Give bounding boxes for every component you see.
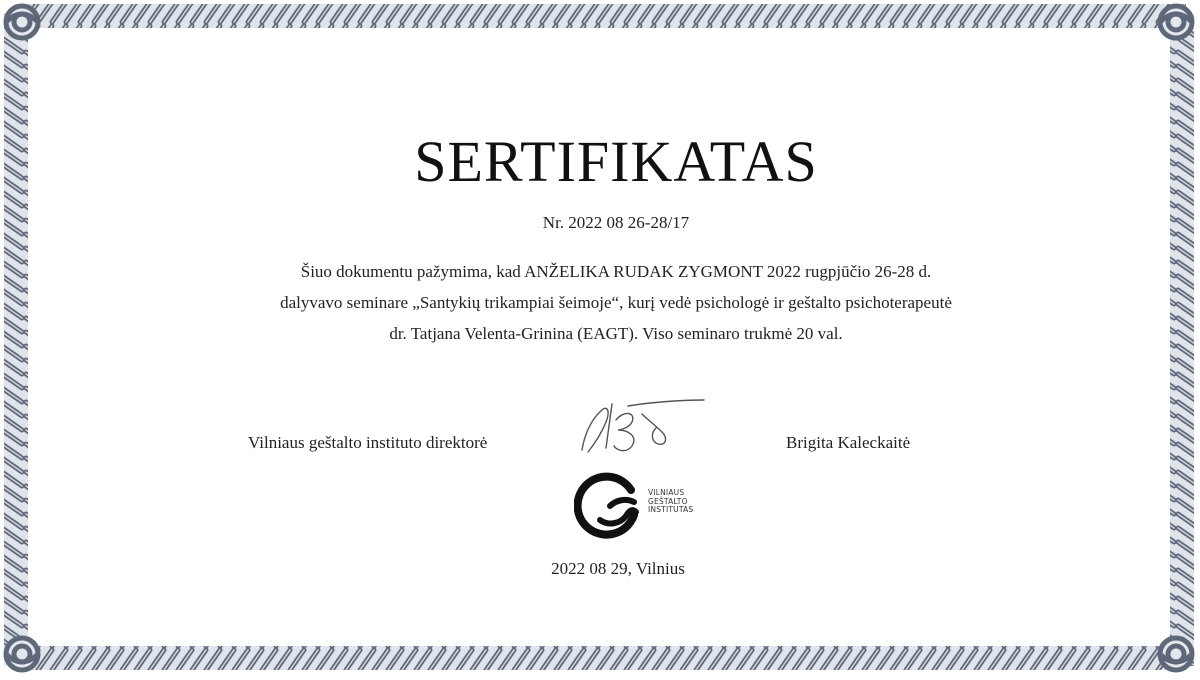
body-line: dr. Tatjana Velenta-Grinina (EAGT). Viso seminaro trukmė 20 val. bbox=[389, 324, 843, 343]
logo-line: GEŠTALTO bbox=[648, 496, 688, 506]
logo-wordmark bbox=[648, 489, 693, 515]
body-line: dalyvavo seminare „Santykių trikampiai šeimoje“, kurį vedė psichologė ir geštalto psichoterapeutė bbox=[280, 293, 952, 312]
handwritten-signature bbox=[572, 392, 712, 462]
date-place: 2022 08 29, Vilnius bbox=[551, 559, 685, 578]
logo-line: VILNIAUS bbox=[648, 488, 685, 497]
body-line: Šiuo dokumentu pažymima, kad ANŽELIKA RUDAK ZYGMONT 2022 rugpjūčio 26-28 d. bbox=[300, 262, 932, 281]
logo-line: INSTITUTAS bbox=[648, 505, 694, 514]
signatory-name: Brigita Kaleckaitė bbox=[786, 433, 911, 452]
certificate-number: Nr. 2022 08 26-28/17 bbox=[542, 213, 690, 232]
g-snake-logo bbox=[574, 472, 644, 542]
signatory-title: Vilniaus geštalto instituto direktorė bbox=[248, 433, 488, 452]
certificate-body bbox=[0, 256, 1200, 349]
certificate-title: SERTIFIKATAS bbox=[414, 129, 818, 194]
